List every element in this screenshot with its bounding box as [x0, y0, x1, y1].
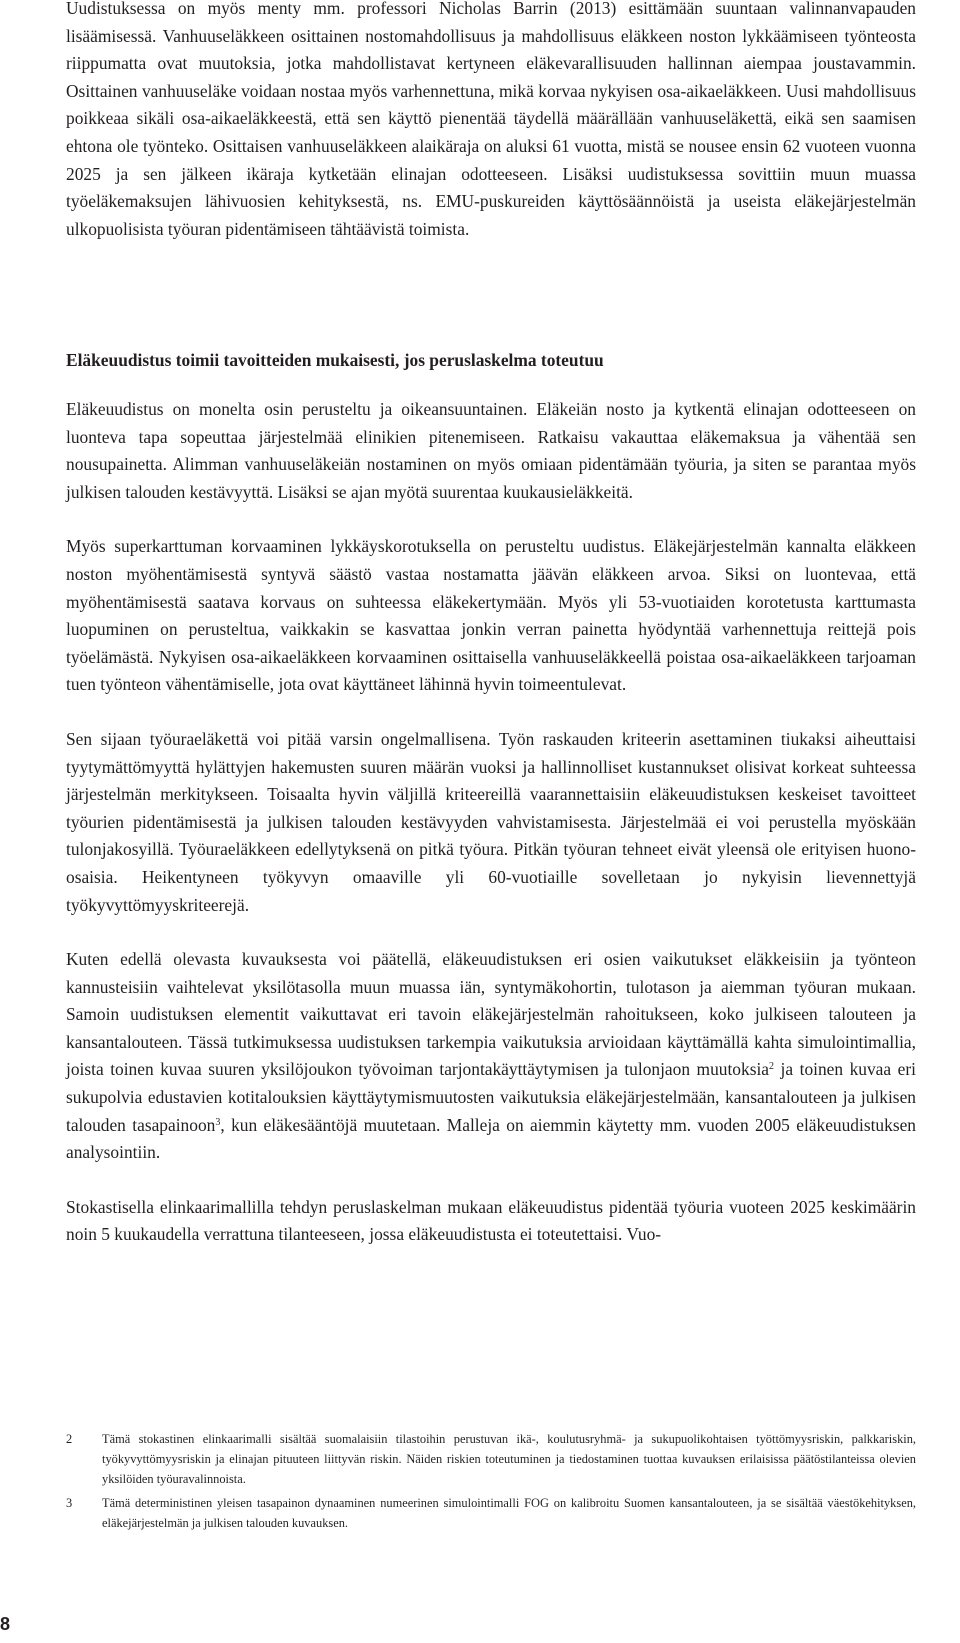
paragraph-5: Stokastisella elinkaarimallilla tehdyn peruslaskelman mukaan eläkeuudistus pidentää työuria vuoteen 2025 keskimäärin noin 5 kuukaudella verrattuna tilanteeseen, jossa eläkeuudistusta ei toteutettaisi. Vuo-	[66, 1196, 916, 1245]
page-number: 8	[0, 1614, 11, 1634]
section-heading: Eläkeuudistus toimii tavoitteiden mukaisesti, jos peruslaskelma toteutuu	[66, 350, 604, 370]
footnote-text: Tämä deterministinen yleisen tasapainon dynaaminen numeerinen simulointimalli FOG on kalibroitu Suomen kansantalouteen, ja se sisältää väestökehityksen, eläkejärjestelmän ja julkisen talouden kuvauksen.	[102, 1496, 916, 1530]
paragraph-4	[66, 946, 916, 1167]
footnote-ref-3[interactable]: 3	[215, 1116, 221, 1128]
footnote-text: Tämä stokastinen elinkaarimalli sisältää suomalaisiin tilastoihin perustuvan ikä-, koulutusryhmä- ja sukupuolikohtaisen työttömyysriskin, palkkariskin, työkyvyttömyysriskin ja elinajan pituuteen liittyvän riskin. Näiden riskien toteutuminen ja tiedostaminen tuottaa kuvauksen erilaisissa päätöstilanteissa olevien yksilöiden työuravalinnoista.	[102, 1432, 916, 1486]
footnote-number: 3	[66, 1496, 73, 1510]
paragraph-4-part-1: Kuten edellä olevasta kuvauksesta voi päätellä, eläkeuudistuksen eri osien vaikutukset eläkkeisiin ja työnteon kannusteisiin vaihtelevat yksilötasolla muun muassa iän, syntymäkohortin, tulotason ja aiemman työuran mukaan. Samoin uudistuksen elementit vaikuttavat eri tavoin eläkejärjestelmän rahoitukseen, koko julkiseen talouteen ja kansantalouteen. Tässä tutkimuksessa uudistuksen tarkempia vaikutuksia arvioidaan käyttämällä kahta simulointimallia, joista toinen kuvaa suuren yksilöjoukon työvoiman tarjontakäyttäytymisen ja tulonjaon muutoksia	[66, 949, 916, 1080]
section-body	[66, 396, 916, 1276]
intro-paragraph: Uudistuksessa on myös menty mm. professori Nicholas Barrin (2013) esittämään suuntaan valinnanvapauden lisäämisessä. Vanhuuseläkkeen osittainen nostomahdollisuus ja mahdollisuus eläkkeen noston lykkäämiseen työnteosta riippumatta ovat muutoksia, jotka mahdollistavat kertyneen eläkevarallisuuden hallinnan aiempaa joustavammin. Osittainen vanhuuseläke voidaan nostaa myös varhennettuna, mikä korvaa nykyisen osa-aikaeläkkeen. Uusi mahdollisuus poikkeaa sikäli osa-aikaeläkkeestä, että sen käyttö pienentää täydellä määrällään vanhuuseläkettä, eikä sen saamisen ehtona ole työnteko. Osittaisen vanhuuseläkkeen alaikäraja on aluksi 61 vuotta, mistä se nousee ensin 62 vuoteen vuonna 2025 ja sen jälkeen ikäraja kytketään elinajan odotteeseen. Lisäksi uudistuksessa sovittiin muun muassa työeläkemaksujen lähivuosien kehityksestä, ns. EMU-puskureiden käyttösäännöistä ja useista eläkejärjestelmän ulkopuolisista työuran pidentämiseen tähtäävistä toimista.	[66, 0, 916, 239]
paragraph-2: Myös superkarttuman korvaaminen lykkäyskorotuksella on perusteltu uudistus. Eläkejärjestelmän kannalta eläkkeen noston myöhentämisestä syntyvä säästö vastaa nostamatta jäävän eläkkeen arvoa. Siksi on luontevaa, että myöhentämisestä saatava korvaus on suhteessa eläkekertymään. Myös yli 53-vuotiaiden korotetusta karttumasta luopuminen on perusteltua, vaikkakin se kasvattaa jonkin verran painetta hyödyntää varhennettuja reittejä pois työelämästä. Nykyisen osa-aikaeläkkeen korvaaminen osittaisella vanhuuseläkkeellä poistaa osa-aikaeläkkeen tarjoaman tuen työnteon vähentämiselle, jota ovat käyttäneet lähinnä hyvin toimeentulevat.	[66, 536, 916, 695]
paragraph-4-part-3: , kun eläkesääntöjä muutetaan. Malleja on aiemmin käytetty mm. vuoden 2005 eläkeuudistuksen analysointiin.	[66, 1114, 916, 1163]
footnote-number: 2	[66, 1432, 73, 1446]
paragraph-4-part-2: ja toinen kuvaa eri sukupolvia edustavien kotitalouksien käyttäytymismuutosten vaikutuksia eläkejärjestelmään, kansantalouteen ja julkisen talouden tasapainoon	[66, 1059, 916, 1135]
paragraph-3: Sen sijaan työuraeläkettä voi pitää varsin ongelmallisena. Työn raskauden kriteerin asettaminen tiukaksi aiheuttaisi tyytymättömyyttä hylättyjen hakemusten suuren määrän vuoksi ja hallinnolliset kustannukset olisivat korkeat suhteessa järjestelmän merkitykseen. Toisaalta hyvin väljillä kriteereillä vaarannettaisiin eläkeuudistuksen keskeiset tavoitteet työurien pidentämisestä ja julkisen talouden kestävyyden vahvistamisesta. Järjestelmää ei voi perustella myöskään tulonjakosyillä. Työuraeläkkeen edellytyksenä on pitkä työura. Pitkän työuran tehneet eivät yleensä ole erityisen huono-osaisia. Heikentyneen työkyvyn omaaville yli 60-vuotiaille sovelletaan jo nykyisin lievennettyjä työkyvyttömyyskriteerejä.	[66, 728, 916, 915]
footnote-2	[66, 1429, 916, 1489]
footnotes	[66, 1429, 916, 1537]
footnote-3	[66, 1493, 916, 1533]
paragraph-1: Eläkeuudistus on monelta osin perusteltu ja oikeansuuntainen. Eläkeiän nosto ja kytkentä elinajan odotteeseen on luonteva tapa sopeuttaa järjestelmää elinikien pitenemiseen. Ratkaisu vakauttaa eläkemaksua ja vähentää sen nousupainetta. Alimman vanhuuseläkeiän nostaminen on myös omiaan pidentämään työuria, ja siten se parantaa myös julkisen talouden kestävyyttä. Lisäksi se ajan myötä suurentaa kuukausieläkkeitä.	[66, 399, 916, 502]
footnote-ref-2[interactable]: 2	[769, 1061, 775, 1073]
